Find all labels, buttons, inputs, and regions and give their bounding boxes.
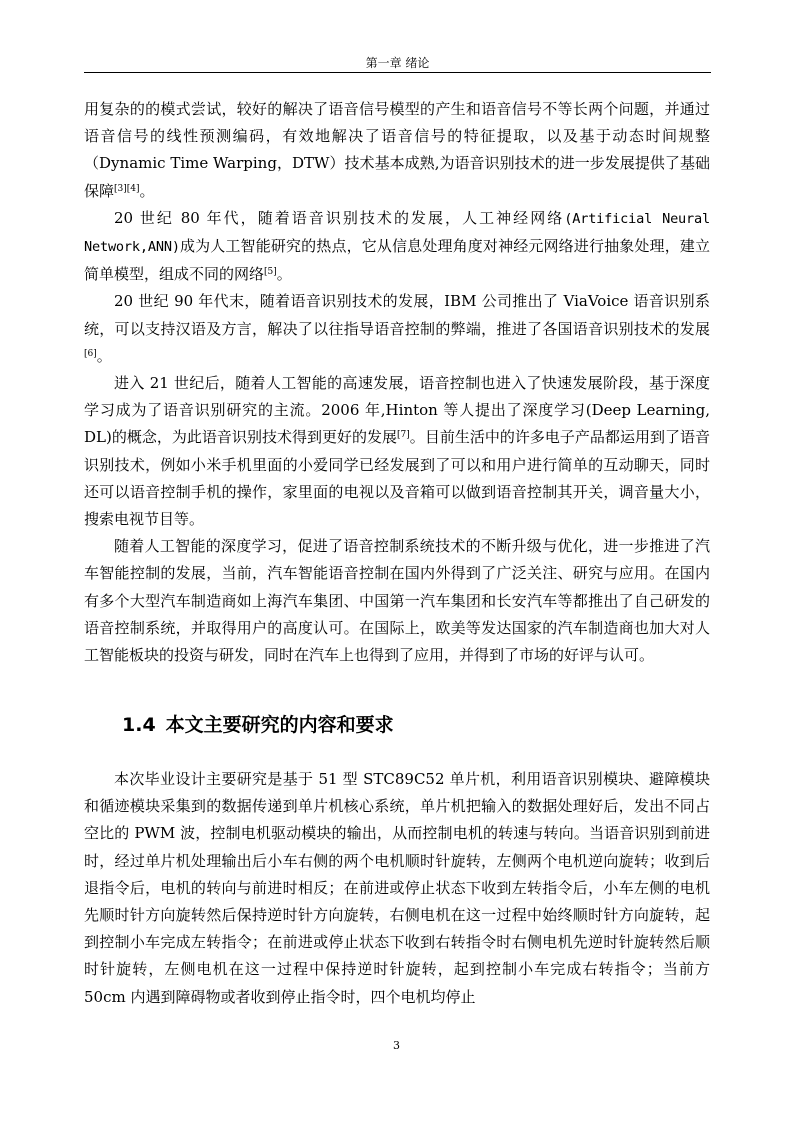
paragraph-text: 20 世纪 80 年代，随着语音识别技术的发展，人工神经网络 [114,208,565,227]
citation: [3][4] [114,183,140,194]
paragraph-design: 本次毕业设计主要研究是基于 51 型 STC89C52 单片机，利用语音识别模块、避障模块和循迹模块采集到的数据传递到单片机核心系统，单片机把输入的数据处理好后，发出不同占空比的 PWM 波，控制电机驱动模块的输出，从而控制电机的转速与转向。当语音识别到前进时，经过单片机处理输出后小车右侧的两个电机顺时针旋转，左侧两个电机逆向旋转；收到后退指令后，电机的转向与前进时相反；在前进或停止状态下收到左转指令后，小车左侧的电机先顺时针方向旋转然后保持逆时针方向旋转，右侧电机在这一过程中始终顺时针方向旋转，起到控制小车完成左转指令；在前进或停止状态下收到右转指令时右侧电机先逆时针旋转然后顺时针旋转，左侧电机在这一过程中保持逆时针旋转，起到控制小车完成右转指令；当前方 50cm 内遇到障碍物或者收到停止指令时，四个电机均停止 [84,770,710,1006]
paragraph-mono-term: (Artificial Neural Network,ANN) [84,210,710,256]
paragraph-tail: 。 [276,265,292,284]
paragraph-text: 用复杂的的模式尝试，较好的解决了语音信号模型的产生和语音信号不等长两个问题，并通过语音信号的线性预测编码，有效地解决了语音信号的特征提取，以及基于动态时间规整（Dynamic Time Warping，DTW）技术基本成熟,为语音识别技术的进一步发展提供了基础保障 [84,100,710,200]
section-title: 本文主要研究的内容和要求 [165,714,394,736]
paragraph-viavoice [84,288,710,370]
paragraph-tail: 。 [96,346,112,365]
citation: [5] [264,267,277,278]
body-text [84,96,710,669]
paragraph-text: 进入 21 世纪后，随着人工智能的高速发展，语音控制也进入了快速发展阶段，基于深度学习成为了语音识别研究的主流。2006 年,Hinton 等人提出了深度学习(Deep Learning, DL)的概念，为此语音识别技术得到更好的发展 [84,374,710,447]
paragraph-automotive: 随着人工智能的深度学习，促进了语音控制系统技术的不断升级与优化，进一步推进了汽车智能控制的发展，当前，汽车智能语音控制在国内外得到了广泛关注、研究与应用。在国内有多个大型汽车制造商如上海汽车集团、中国第一汽车集团和长安汽车等都推出了自己研发的语音控制系统，并取得用户的高度认可。在国际上，欧美等发达国家的汽车制造商也加大对人工智能板块的投资与研发，同时在汽车上也得到了应用，并得到了市场的好评与认可。 [84,537,710,665]
paragraph-deep-learning [84,370,710,533]
page-number: 3 [393,1039,400,1052]
section-number: 1.4 [122,714,156,736]
section-body [84,766,710,1011]
paragraph-text: 20 世纪 90 年代末，随着语音识别技术的发展，IBM 公司推出了 ViaVoice 语音识别系统，可以支持汉语及方言，解决了以往指导语音控制的弊端，推进了各国语音识别技术的发展 [84,292,710,338]
header-rule [84,72,711,73]
section-heading [122,711,394,739]
paragraph-ann [84,205,710,289]
paragraph-text-cont: 成为人工智能研究的热点，它从信息处理角度对神经元网络进行抽象处理，建立简单模型，组成不同的网络 [84,237,710,284]
paragraph-tail: 。目前生活中的许多电子产品都运用到了语音识别技术，例如小米手机里面的小爱同学已经发展到了可以和用户进行简单的互动聊天，同时还可以语音控制手机的操作，家里面的电视以及音箱可以做到语音控制其开关，调音量大小，搜索电视节目等。 [84,428,710,529]
citation: [7] [397,430,410,441]
paragraph-dtw [84,96,710,205]
citation: [6] [84,348,97,359]
paragraph-tail: 。 [139,181,155,200]
running-header: 第一章 绪论 [365,56,430,70]
